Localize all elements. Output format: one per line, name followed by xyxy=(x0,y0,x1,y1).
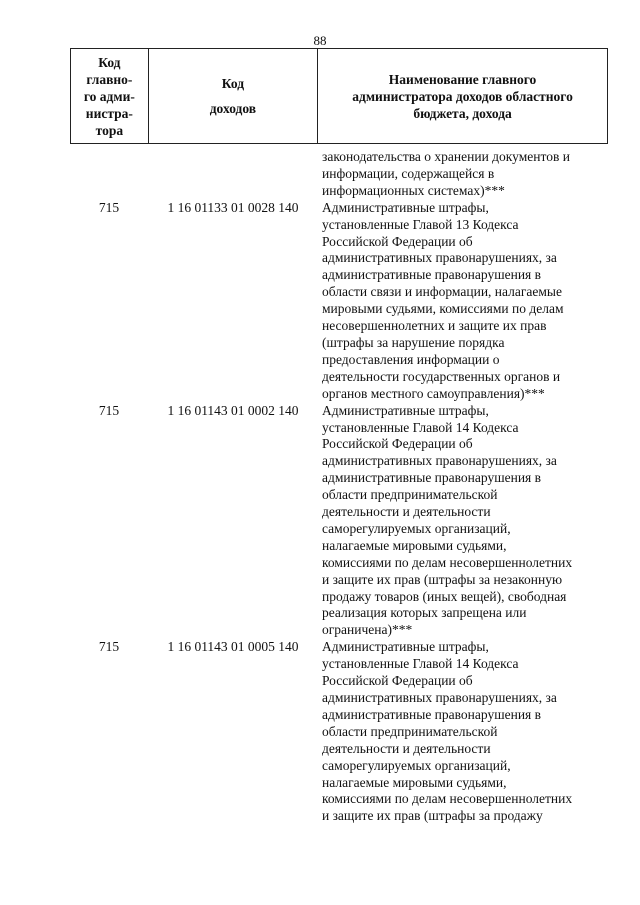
table-row xyxy=(70,149,608,200)
income-name-cell: Административные штрафы, установленные Главой 13 Кодекса Российской Федерации об административных правонарушениях, за административные правонарушения в области связи и информации, налагаемые мировыми судьями, комиссиями по делам несовершеннолетних и защите их прав (штрафы за нарушение порядка предоставления информации о деятельности государственных органов и органов местного самоуправления)*** xyxy=(322,199,564,401)
header-income-code-line1: Код xyxy=(221,76,245,91)
table-row xyxy=(70,200,608,403)
income-code-cell: 1 16 01133 01 0028 140 xyxy=(167,199,299,215)
income-code-cell: 1 16 01143 01 0002 140 xyxy=(167,402,299,418)
table-row xyxy=(70,639,608,825)
income-name-cell: законодательства о хранении документов и информации, содержащейся в информационных системах)*** xyxy=(322,149,570,198)
header-admin-code xyxy=(71,49,149,143)
table-body xyxy=(70,149,608,825)
header-admin-code-label: Код главно- го адми- нистра- тора xyxy=(83,54,135,138)
page-number: 88 xyxy=(313,33,327,48)
header-name xyxy=(318,49,607,143)
header-income-code-line2: доходов xyxy=(209,101,257,116)
table-header xyxy=(70,48,608,144)
income-name-cell: Административные штрафы, установленные Главой 14 Кодекса Российской Федерации об административных правонарушениях, за административные правонарушения в области предпринимательской деятельности и деятельности саморегулируемых организаций, налагаемые мировыми судьями, комиссиями по делам несовершеннолетних и защите их прав (штрафы за продажу xyxy=(322,639,573,824)
admin-code-cell: 715 xyxy=(98,199,120,215)
header-income-code xyxy=(149,49,318,143)
header-name-label: Наименование главного администратора доходов областного бюджета, дохода xyxy=(352,71,573,121)
income-code-cell: 1 16 01143 01 0005 140 xyxy=(167,639,299,655)
admin-code-cell xyxy=(70,149,148,200)
admin-code-cell: 715 xyxy=(98,639,120,655)
table-row xyxy=(70,403,608,640)
income-name-cell: Административные штрафы, установленные Главой 14 Кодекса Российской Федерации об административных правонарушениях, за административные правонарушения в области предпринимательской деятельности и деятельности саморегулируемых организаций, налагаемые мировыми судьями, комиссиями по делам несовершеннолетних и защите их прав (штрафы за незаконную продажу товаров (иных вещей), свободная реализация которых запрещена или ограничена)*** xyxy=(322,402,573,638)
admin-code-cell: 715 xyxy=(98,402,120,418)
income-code-cell xyxy=(148,149,318,200)
